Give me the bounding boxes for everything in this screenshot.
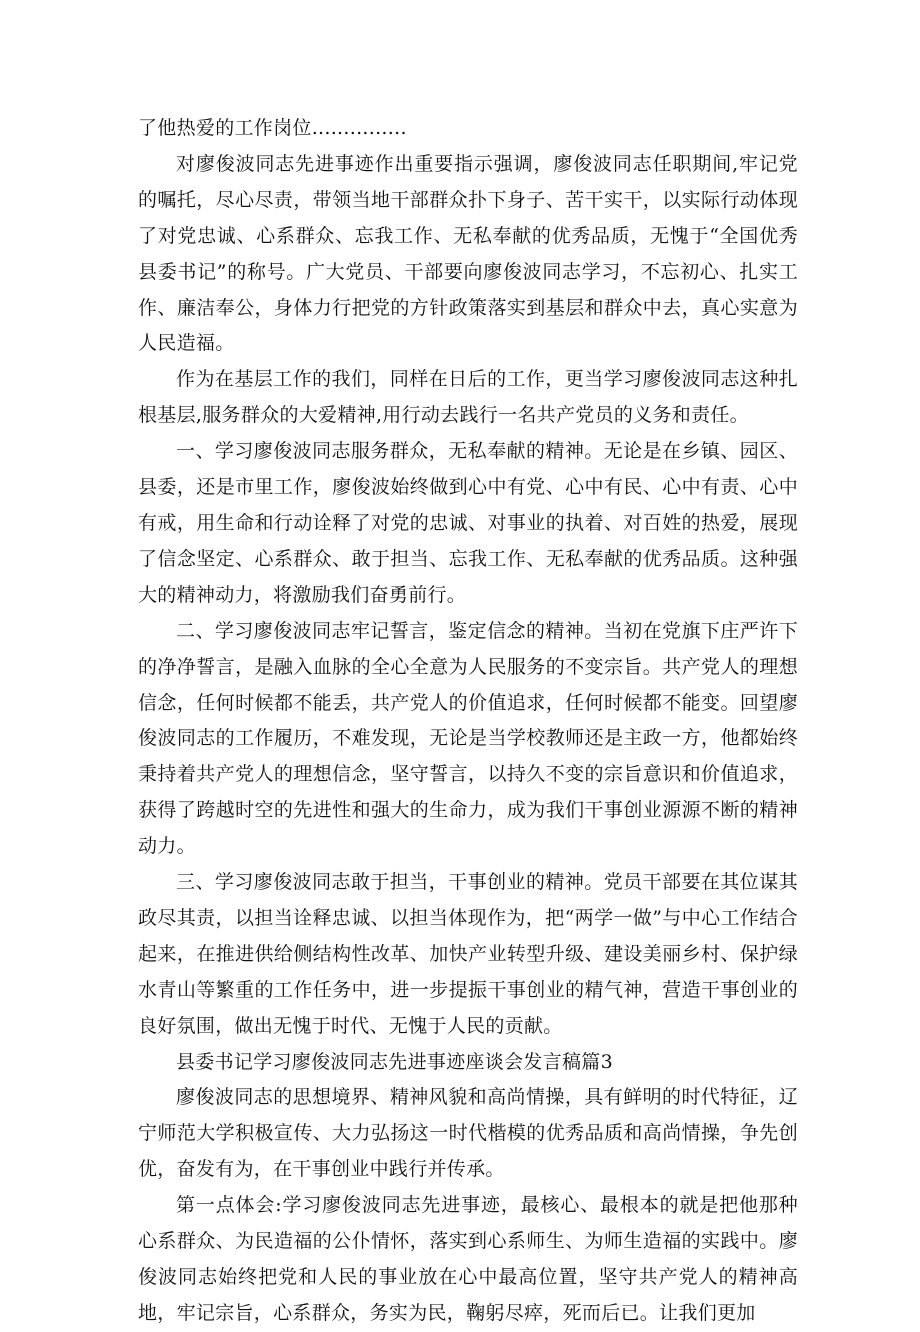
paragraph-point-three: 三、学习廖俊波同志敢于担当，干事创业的精神。党员干部要在其位谋其政尽其责，以担当诠释忠诚、以担当体现作为，把“两学一做”与中心工作结合起来，在推进供给侧结构性改革、加快产业转型升级、建设美丽乡村、保护绿水青山等繁重的工作任务中，进一步提振干事创业的精气神，营造干事创业的良好氛围，做出无愧于时代、无愧于人民的贡献。 (138, 871, 798, 1037)
paragraph-instruction: 对廖俊波同志先进事迹作出重要指示强调，廖俊波同志任职期间,牢记党的嘱托，尽心尽责，带领当地干部群众扑下身子、苦干实干，以实际行动体现了对党忠诚、心系群众、忘我工作、无私奉献的优秀品质，无愧于“全国优秀县委书记”的称号。广大党员、干部要向廖俊波同志学习，不忘初心、扎实工作、廉洁奉公，身体力行把党的方针政策落实到基层和群众中去，真心实意为人民造福。 (138, 152, 798, 355)
paragraph-insight-one: 第一点体会:学习廖俊波同志先进事迹，最核心、最根本的就是把他那种心系群众、为民造福的公仆情怀，落实到心系师生、为师生造福的实践中。廖俊波同志始终把党和人民的事业放在心中最高位置，坚守共产党人的精神高地，牢记宗旨，心系群众，务实为民，鞠躬尽瘁，死而后已。让我们更加 (138, 1194, 798, 1324)
paragraph-point-one: 一、学习廖俊波同志服务群众，无私奉献的精神。无论是在乡镇、园区、县委，还是市里工作，廖俊波始终做到心中有党、心中有民、心中有责、心中有戒，用生命和行动诠释了对党的忠诚、对事业的执着、对百姓的热爱，展现了信念坚定、心系群众、敢于担当、忘我工作、无私奉献的优秀品质。这种强大的精神动力，将激励我们奋勇前行。 (138, 440, 798, 606)
paragraph-continuation: 了他热爱的工作岗位............... (138, 117, 407, 139)
paragraph-intro: 廖俊波同志的思想境界、精神风貌和高尚情操，具有鲜明的时代特征，辽宁师范大学积极宣传、大力弘扬这一时代楷模的优秀品质和高尚情操，争先创优，奋发有为，在干事创业中践行并传承。 (138, 1086, 798, 1181)
paragraph-point-two: 二、学习廖俊波同志牢记誓言，鉴定信念的精神。当初在党旗下庄严许下的净净誓言，是融入血脉的全心全意为人民服务的不变宗旨。共产党人的理想信念，任何时候都不能丢，共产党人的价值追求，任何时候都不能变。回望廖俊波同志的工作履历，不难发现，无论是当学校教师还是主政一方，他都始终秉持着共产党人的理想信念，坚守誓言，以持久不变的宗旨意识和价值追求，获得了跨越时空的先进性和强大的生命力，成为我们干事创业源源不断的精神动力。 (138, 619, 798, 858)
paragraph-grassroots: 作为在基层工作的我们，同样在日后的工作，更当学习廖俊波同志这种扎根基层,服务群众的大爱精神,用行动去践行一名共产党员的义务和责任。 (138, 368, 798, 427)
section-title: 县委书记学习廖俊波同志先进事迹座谈会发言稿篇3 (176, 1050, 613, 1073)
